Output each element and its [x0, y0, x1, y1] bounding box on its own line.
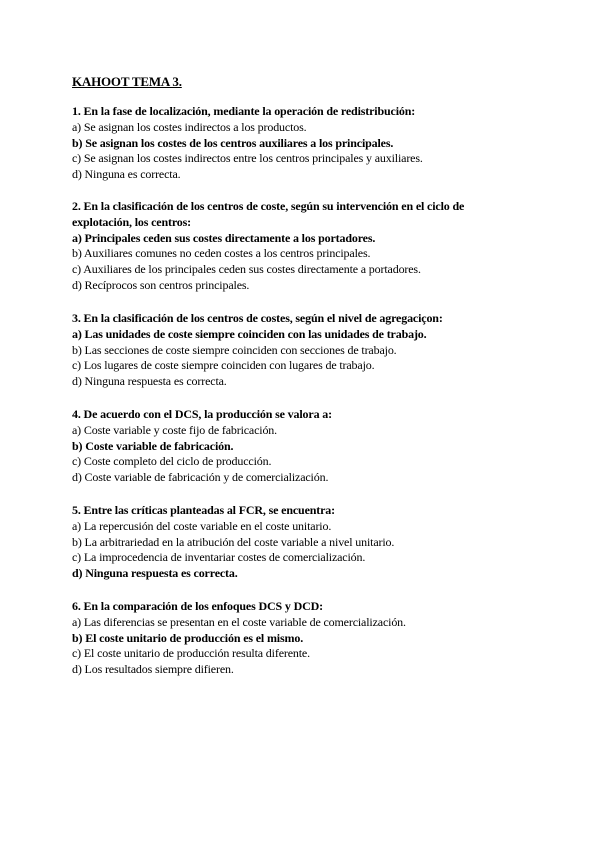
- document-title: KAHOOT TEMA 3.: [72, 74, 182, 89]
- option-d-correct: d) Ninguna respuesta es correcta.: [72, 566, 238, 581]
- option-b-correct: b) Se asignan los costes de los centros auxiliares a los principales.: [72, 135, 394, 150]
- question-text: 6. En la comparación de los enfoques DCS y DCD:: [72, 599, 323, 613]
- option-c: c) Coste completo del ciclo de producción.: [72, 454, 272, 469]
- option-d: d) Ninguna es correcta.: [72, 167, 181, 182]
- option-a: a) La repercusión del coste variable en el coste unitario.: [72, 518, 332, 533]
- question-text: 5. Entre las críticas planteadas al FCR, se encuentra:: [72, 503, 335, 517]
- question-2: [72, 199, 532, 294]
- question-text: 3. En la clasificación de los centros de costes, según el nivel de agregaciçon:: [72, 311, 443, 325]
- option-b-correct: b) El coste unitario de producción es el mismo.: [72, 630, 304, 645]
- question-6: [72, 599, 532, 678]
- question-4: [72, 407, 532, 486]
- option-c: c) Auxiliares de los principales ceden sus costes directamente a portadores.: [72, 262, 421, 277]
- question-text: 1. En la fase de localización, mediante la operación de redistribución:: [72, 104, 416, 118]
- option-b-correct: b) Coste variable de fabricación.: [72, 438, 234, 453]
- question-1: [72, 104, 532, 183]
- question-5: [72, 503, 532, 582]
- option-d: d) Recíprocos son centros principales.: [72, 277, 250, 292]
- option-c: c) Se asignan los costes indirectos entre los centros principales y auxiliares.: [72, 151, 423, 166]
- option-b: b) La arbitrariedad en la atribución del coste variable a nivel unitario.: [72, 534, 395, 549]
- option-a: a) Las diferencias se presentan en el coste variable de comercialización.: [72, 614, 406, 629]
- question-text: 4. De acuerdo con el DCS, la producción se valora a:: [72, 407, 332, 421]
- option-c: c) El coste unitario de producción resulta diferente.: [72, 646, 310, 661]
- question-3: [72, 311, 532, 390]
- option-a-correct: a) Las unidades de coste siempre coinciden con las unidades de trabajo.: [72, 326, 427, 341]
- option-d: d) Ninguna respuesta es correcta.: [72, 374, 227, 389]
- option-a: a) Se asignan los costes indirectos a los productos.: [72, 119, 307, 134]
- option-d: d) Coste variable de fabricación y de comercialización.: [72, 470, 329, 485]
- option-c: c) La improcedencia de inventariar costes de comercialización.: [72, 550, 366, 565]
- option-b: b) Auxiliares comunes no ceden costes a los centros principales.: [72, 246, 371, 261]
- option-a-correct: a) Principales ceden sus costes directamente a los portadores.: [72, 230, 376, 245]
- question-text: 2. En la clasificación de los centros de coste, según su intervención en el ciclo de explotación, los centros:: [72, 199, 465, 229]
- option-a: a) Coste variable y coste fijo de fabricación.: [72, 422, 278, 437]
- option-d: d) Los resultados siempre difieren.: [72, 662, 234, 677]
- option-c: c) Los lugares de coste siempre coinciden con lugares de trabajo.: [72, 358, 375, 373]
- option-b: b) Las secciones de coste siempre coinciden con secciones de trabajo.: [72, 342, 397, 357]
